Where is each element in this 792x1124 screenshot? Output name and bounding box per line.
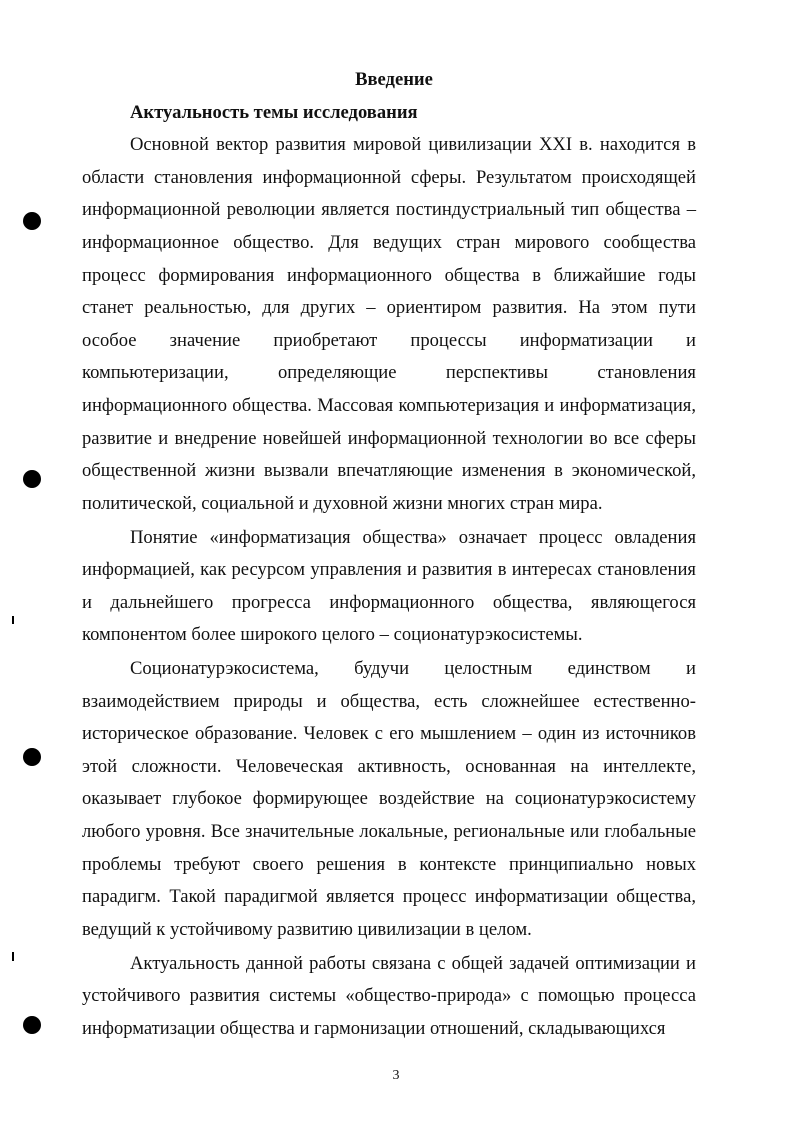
scan-mark — [12, 616, 14, 624]
paragraph: Актуальность данной работы связана с общей задачей оптимизации и устойчивого развития системы «общество-природа» с помощью процесса информатизации общества и гармонизации отношений, складывающихся — [82, 952, 696, 1039]
page-number: 3 — [392, 1068, 400, 1083]
paragraph: Соционатурэкосистема, будучи целостным единством и взаимодействием природы и общества, есть сложнейшее естественно-историческое образование. Человек с его мышлением – один из источников этой сложности. Человеческая активность, основанная на интеллекте, оказывает глубокое формирующее воздействие на соционатурэкосистему любого уровня. Все значительные локальные, региональные или глобальные проблемы требуют своего решения в контексте принципиально новых парадигм. Такой парадигмой является процесс информатизации общества, ведущий к устойчивому развитию цивилизации в целом. — [82, 658, 696, 940]
punch-hole-mark — [23, 1016, 41, 1034]
document-body — [82, 64, 696, 1045]
paragraph: Основной вектор развития мировой цивилизации XXI в. находится в области становления информационной сферы. Результатом происходящей информационной революции является постиндустриальный тип общества – информационное общество. Для ведущих стран мирового сообщества процесс формирования информационного общества в ближайшие годы станет реальностью, для других – ориентиром развития. На этом пути особое значение приобретают процессы информатизации и компьютеризации, определяющие перспективы становления информационного общества. Массовая компьютеризация и информатизация, развитие и внедрение новейшей информационной технологии во все сферы общественной жизни вызвали впечатляющие изменения в экономической, политической, социальной и духовной жизни многих стран мира. — [82, 134, 696, 514]
punch-hole-mark — [23, 212, 41, 230]
punch-hole-mark — [23, 470, 41, 488]
section-title: Актуальность темы исследования — [130, 101, 418, 123]
punch-hole-mark — [23, 748, 41, 766]
paragraph: Понятие «информатизация общества» означает процесс овладения информацией, как ресурсом управления и развития в интересах становления и дальнейшего прогресса информационного общества, являющегося компонентом более широкого целого – соционатурэкосистемы. — [82, 526, 696, 646]
scan-mark — [12, 952, 14, 961]
chapter-title: Введение — [355, 69, 433, 90]
